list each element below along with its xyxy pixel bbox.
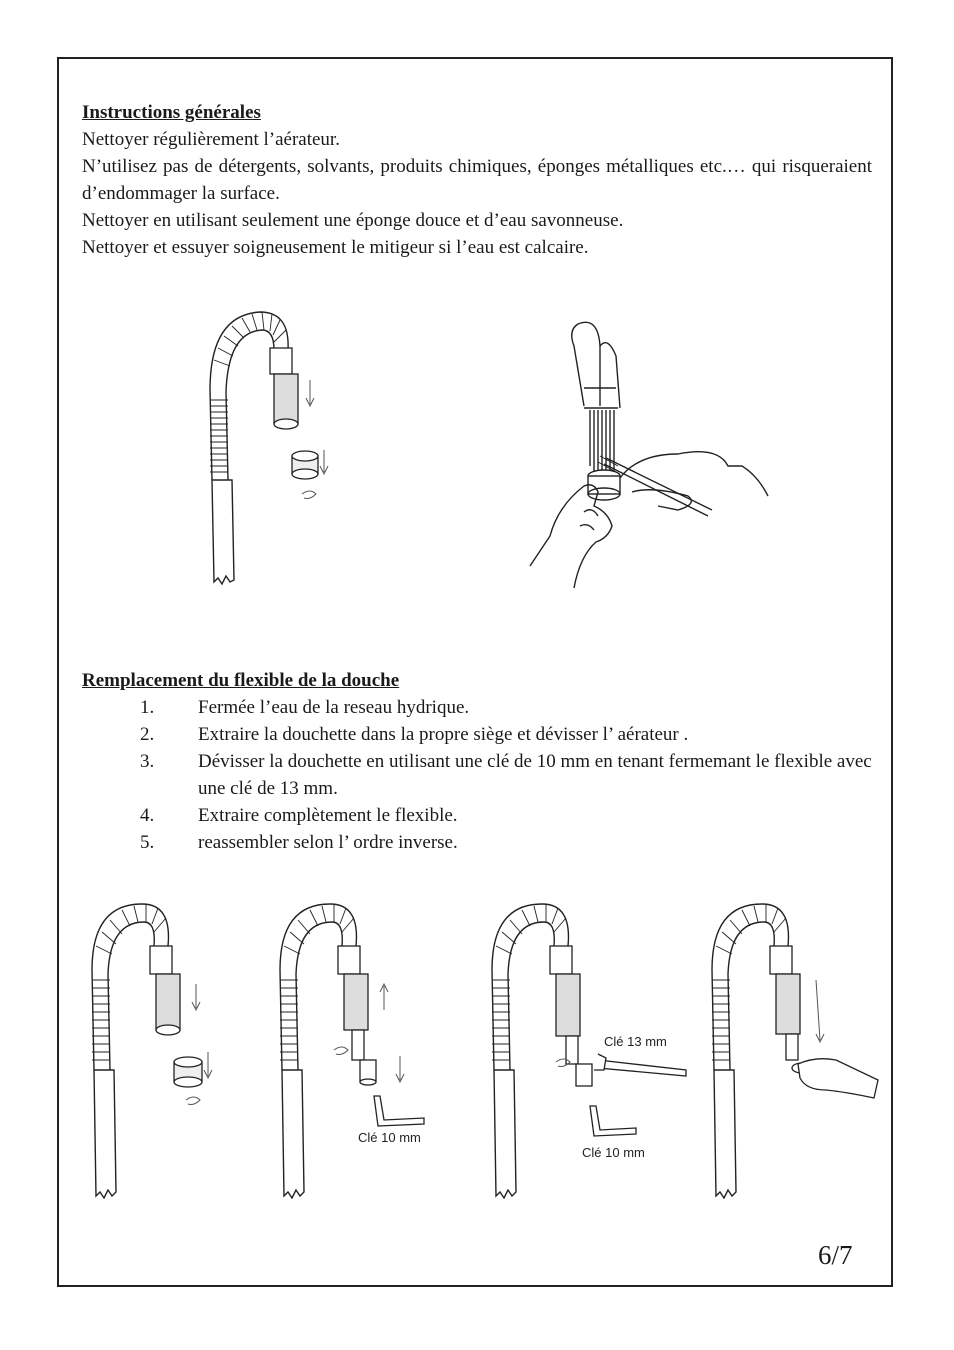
step-text: Fermée l’eau de la reseau hydrique. bbox=[198, 697, 470, 718]
steps-list bbox=[82, 694, 872, 856]
section-heading: Instructions générales bbox=[82, 102, 261, 123]
step-item bbox=[82, 829, 872, 856]
paragraph-line: Nettoyer régulièrement l’aérateur. bbox=[82, 129, 340, 150]
section-hose-replacement bbox=[82, 667, 872, 856]
step-number: 1. bbox=[140, 697, 155, 718]
section-general-instructions bbox=[82, 99, 872, 261]
step-item bbox=[82, 721, 872, 748]
step-item bbox=[82, 748, 872, 802]
section-heading: Remplacement du flexible de la douche bbox=[82, 670, 400, 691]
step-item bbox=[82, 802, 872, 829]
step-number: 2. bbox=[140, 724, 155, 745]
key-label: Clé 10 mm bbox=[582, 1145, 645, 1160]
step-text: Extraire la douchette dans la propre siège et dévisser l’ aérateur . bbox=[198, 724, 689, 745]
step-number: 3. bbox=[140, 751, 155, 772]
step-number: 4. bbox=[140, 805, 155, 826]
paragraph-line: N’utilisez pas de détergents, solvants, produits chimiques, éponges métalliques etc.… qui risqueraient d’endommager la surface. bbox=[82, 156, 872, 204]
illustration-aerator-removal bbox=[200, 300, 340, 590]
paragraph-line: Nettoyer en utilisant seulement une éponge douce et d’eau savonneuse. bbox=[82, 210, 624, 231]
page-number: 6/7 bbox=[818, 1240, 853, 1270]
step-number: 5. bbox=[140, 832, 155, 853]
key-label: Clé 10 mm bbox=[358, 1130, 421, 1145]
illustration-step-extract-hose bbox=[706, 900, 886, 1200]
illustration-brush-cleaning bbox=[528, 316, 778, 596]
step-text: Extraire complètement le flexible. bbox=[198, 805, 458, 826]
step-text: reassembler selon l’ ordre inverse. bbox=[198, 832, 458, 853]
paragraph-line: Nettoyer et essuyer soigneusement le mitigeur si l’eau est calcaire. bbox=[82, 237, 589, 258]
illustration-step-aerator bbox=[86, 900, 226, 1200]
key-label: Clé 13 mm bbox=[604, 1034, 667, 1049]
illustration-step-key10 bbox=[274, 900, 444, 1200]
step-text: Dévisser la douchette en utilisant une clé de 10 mm en tenant fermemant le flexible avec une clé de 13 mm. bbox=[198, 751, 872, 799]
step-item bbox=[82, 694, 872, 721]
